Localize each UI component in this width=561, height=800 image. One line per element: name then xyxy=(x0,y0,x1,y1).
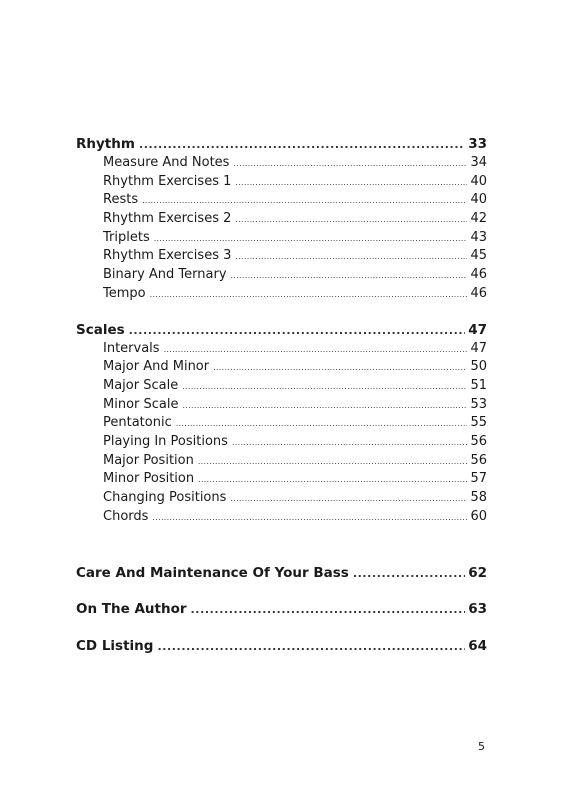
toc-entry-label: Chords xyxy=(103,509,149,524)
toc-entry-label: Playing In Positions xyxy=(103,434,228,449)
toc-entry-label: Scales xyxy=(76,322,125,338)
toc-entry-page: 55 xyxy=(470,415,487,430)
toc-entry-major-and-minor[interactable] xyxy=(103,359,487,379)
toc-entry-label: Binary And Ternary xyxy=(103,267,227,282)
toc-entry-major-scale[interactable] xyxy=(103,378,487,398)
dot-leader xyxy=(198,475,467,484)
dot-leader xyxy=(176,419,468,428)
toc-entry-page: 47 xyxy=(470,341,487,356)
dot-leader xyxy=(235,215,467,224)
dot-leader xyxy=(157,640,465,653)
toc-entry-page: 63 xyxy=(468,601,487,617)
toc-entry-page: 62 xyxy=(468,565,487,581)
toc-entry-chords[interactable] xyxy=(103,509,487,529)
dot-leader xyxy=(235,178,467,187)
toc-entry-page: 57 xyxy=(470,471,487,486)
dot-leader xyxy=(230,494,467,503)
dot-leader xyxy=(231,271,468,280)
toc-entry-page: 53 xyxy=(470,397,487,412)
toc-entry-cd-listing[interactable] xyxy=(76,638,487,658)
toc-entry-page: 34 xyxy=(470,155,487,170)
toc-entry-page: 47 xyxy=(468,322,487,338)
toc-entry-page: 42 xyxy=(470,211,487,226)
toc-entry-label: Care And Maintenance Of Your Bass xyxy=(76,565,349,581)
toc-entry-label: Rests xyxy=(103,192,139,207)
toc-entry-label: Major Scale xyxy=(103,378,179,393)
dot-leader xyxy=(232,438,468,447)
toc-entry-page: 56 xyxy=(470,453,487,468)
toc-entry-label: Rhythm Exercises 2 xyxy=(103,211,232,226)
toc-entry-label: Minor Scale xyxy=(103,397,179,412)
toc-entry-minor-position[interactable] xyxy=(103,471,487,491)
dot-leader xyxy=(154,234,468,243)
toc-entry-changing-positions[interactable] xyxy=(103,490,487,510)
toc-entry-binary-and-ternary[interactable] xyxy=(103,267,487,287)
toc-entry-label: Rhythm Exercises 3 xyxy=(103,248,232,263)
toc-entry-label: Minor Position xyxy=(103,471,195,486)
toc-entry-pentatonic[interactable] xyxy=(103,415,487,435)
toc-entry-page: 33 xyxy=(468,136,487,152)
toc-entry-page: 46 xyxy=(470,267,487,282)
dot-leader xyxy=(235,252,467,261)
dot-leader xyxy=(233,159,467,168)
dot-leader xyxy=(164,345,468,354)
toc-entry-minor-scale[interactable] xyxy=(103,397,487,417)
dot-leader xyxy=(150,290,468,299)
toc-entry-measure-and-notes[interactable] xyxy=(103,155,487,175)
toc-entry-label: Triplets xyxy=(103,230,150,245)
dot-leader xyxy=(353,567,465,580)
toc-entry-scales[interactable] xyxy=(76,322,487,342)
toc-entry-page: 46 xyxy=(470,286,487,301)
page-number: 5 xyxy=(478,740,485,753)
toc-entry-label: Changing Positions xyxy=(103,490,227,505)
toc-entry-playing-in-positions[interactable] xyxy=(103,434,487,454)
toc-entry-page: 56 xyxy=(470,434,487,449)
dot-leader xyxy=(139,138,465,151)
toc-entry-tempo[interactable] xyxy=(103,286,487,306)
dot-leader xyxy=(198,457,468,466)
toc-entry-rhythm-exercises-1[interactable] xyxy=(103,174,487,194)
toc-entry-page: 40 xyxy=(470,192,487,207)
toc-entry-label: Major And Minor xyxy=(103,359,210,374)
dot-leader xyxy=(182,401,467,410)
dot-leader xyxy=(142,196,467,205)
toc-entry-label: Pentatonic xyxy=(103,415,172,430)
dot-leader xyxy=(152,513,467,522)
dot-leader xyxy=(129,324,466,337)
toc-entry-care-and-maintenance[interactable] xyxy=(76,565,487,585)
toc-entry-label: Measure And Notes xyxy=(103,155,230,170)
dot-leader xyxy=(182,382,467,391)
toc-entry-page: 43 xyxy=(470,230,487,245)
toc-entry-label: Tempo xyxy=(103,286,146,301)
toc-entry-on-the-author[interactable] xyxy=(76,601,487,621)
toc-entry-label: On The Author xyxy=(76,601,187,617)
dot-leader xyxy=(191,603,466,616)
toc-entry-intervals[interactable] xyxy=(103,341,487,361)
toc-entry-page: 64 xyxy=(468,638,487,654)
toc-entry-rhythm-exercises-2[interactable] xyxy=(103,211,487,231)
toc-entry-triplets[interactable] xyxy=(103,230,487,250)
toc-entry-page: 50 xyxy=(470,359,487,374)
toc-entry-label: Major Position xyxy=(103,453,194,468)
toc-entry-page: 45 xyxy=(470,248,487,263)
toc-entry-label: Rhythm Exercises 1 xyxy=(103,174,232,189)
toc-entry-major-position[interactable] xyxy=(103,453,487,473)
toc-entry-rhythm-exercises-3[interactable] xyxy=(103,248,487,268)
toc-entry-label: Intervals xyxy=(103,341,160,356)
toc-entry-page: 60 xyxy=(470,509,487,524)
toc-entry-rhythm[interactable] xyxy=(76,136,487,156)
toc-entry-page: 51 xyxy=(470,378,487,393)
toc-entry-page: 40 xyxy=(470,174,487,189)
toc-entry-label: CD Listing xyxy=(76,638,154,654)
toc-entry-label: Rhythm xyxy=(76,136,135,152)
toc-entry-rests[interactable] xyxy=(103,192,487,212)
dot-leader xyxy=(213,363,467,372)
toc-entry-page: 58 xyxy=(470,490,487,505)
